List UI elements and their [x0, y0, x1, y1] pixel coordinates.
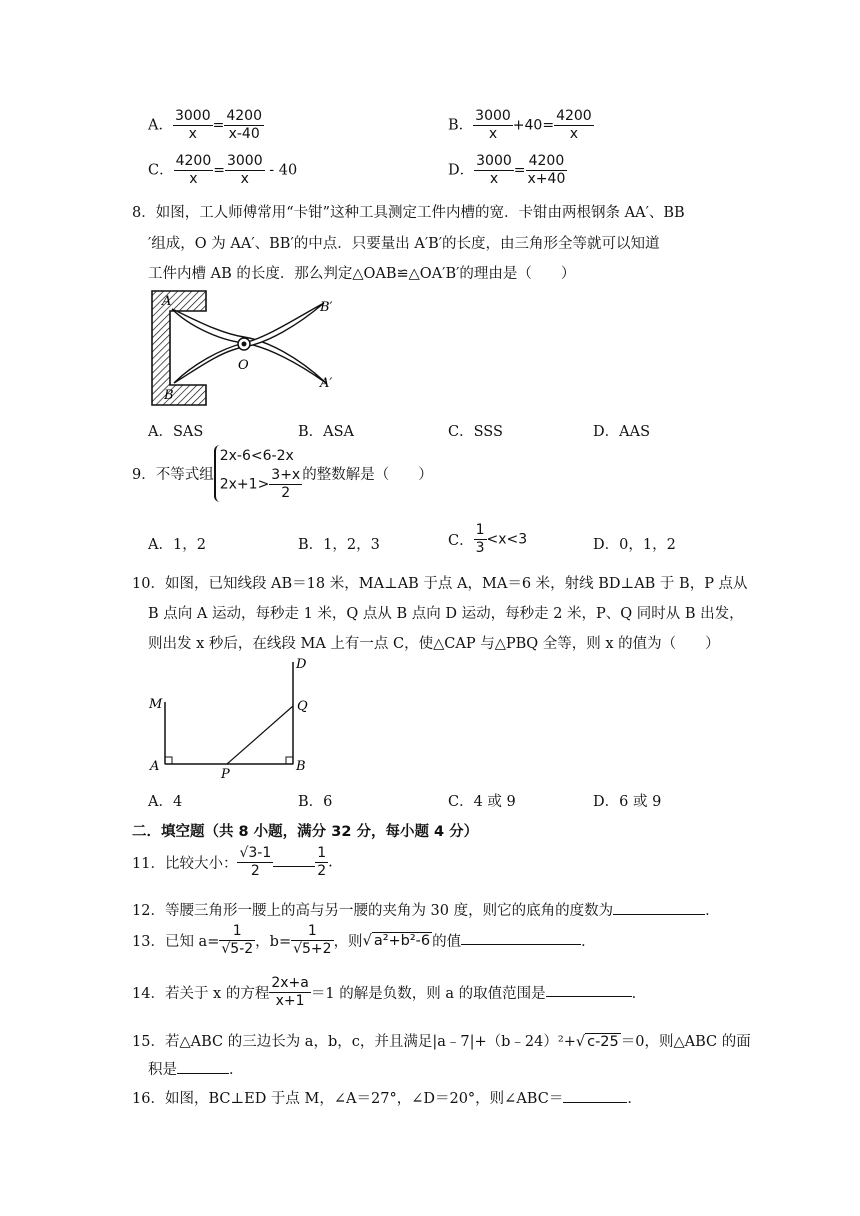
inequality-1: 2x-6<6-2x: [219, 448, 294, 464]
q8-option-b: B．ASA: [298, 424, 355, 440]
inequality-2-left: 2x+1>: [219, 476, 270, 493]
q13-prefix: 13．已知 a=: [132, 934, 220, 950]
segment-PQ: [227, 706, 293, 764]
numerator: 3000: [174, 108, 211, 124]
q8-line-2: ′组成，O 为 AA′、BB′的中点．只要量出 A′B′的长度，由三角形全等就可以知道: [148, 236, 660, 252]
label-A: A: [162, 294, 172, 309]
q16-question: [132, 1087, 642, 1108]
label-B-prime: B′: [320, 300, 333, 315]
numerator: 4200: [226, 108, 262, 124]
q13-then: ，则: [333, 934, 363, 950]
q9-option-a: A．1，2: [148, 537, 206, 553]
denominator: x-40: [228, 126, 260, 142]
period: ．: [705, 903, 720, 919]
denominator: x: [188, 126, 197, 142]
numerator: 3000: [226, 153, 263, 169]
q7-option-d: [448, 153, 567, 188]
numerator: 4200: [526, 153, 568, 171]
inequality-system: [214, 445, 303, 502]
denominator: x: [240, 171, 249, 187]
numerator: 1: [317, 845, 327, 861]
fraction: [237, 845, 273, 880]
fraction: [269, 467, 302, 502]
q9-option-d: D．0，1，2: [593, 537, 676, 553]
fraction: [174, 153, 214, 188]
option-label: B．: [448, 117, 474, 134]
q7-option-b: [448, 108, 594, 143]
period: ．: [627, 1091, 642, 1107]
label-A-prime: A′: [320, 376, 333, 391]
period: ．: [631, 986, 647, 1002]
fraction: [473, 108, 513, 143]
right-angle-B-icon: [286, 757, 293, 764]
minus-term: - 40: [269, 162, 298, 179]
q10-line-2: B 点向 A 运动，每秒走 1 米，Q 点从 B 点向 D 运动，每秒走 2 米，P、Q 同时从 B 出发，: [148, 606, 744, 622]
q10-option-a: A．4: [148, 794, 183, 810]
denominator: 2: [317, 863, 327, 879]
numerator: 1: [291, 923, 333, 941]
label-Q: Q: [297, 699, 308, 714]
denominator: x: [489, 171, 499, 187]
q9-question: [132, 445, 433, 502]
numerator: √3-1: [239, 845, 272, 861]
q8-option-c: C．SSS: [448, 424, 503, 440]
label-M: M: [149, 697, 163, 712]
fraction: [173, 108, 213, 143]
numerator: 3000: [475, 108, 511, 124]
fraction: [526, 153, 568, 188]
q14-question: [132, 975, 646, 1010]
q9-option-c: [448, 522, 527, 557]
q12-question: [132, 899, 720, 920]
square-root: √ a²+b²-6: [362, 932, 431, 949]
q8-option-a: A．SAS: [148, 424, 204, 440]
option-label: A．: [148, 117, 173, 134]
answer-blank[interactable]: [613, 900, 705, 915]
fraction: [225, 153, 265, 188]
option-label: C．: [148, 162, 174, 179]
period: .: [328, 854, 333, 871]
fraction: [474, 522, 487, 557]
option-label: D．: [448, 162, 475, 179]
q14-suffix: ＝1 的解是负数，则 a 的取值范围是: [310, 986, 546, 1002]
q7-option-c: [148, 153, 297, 188]
answer-blank[interactable]: [563, 1088, 627, 1103]
inequality-2: [220, 467, 303, 502]
numerator: 4200: [556, 108, 592, 124]
fraction: [474, 153, 514, 188]
label-B: B: [164, 388, 174, 403]
fraction-b: [291, 923, 333, 958]
numerator: 3+x: [271, 467, 301, 483]
label-D: D: [296, 657, 307, 672]
fraction: [315, 845, 328, 880]
segment-figure: [145, 652, 325, 782]
q15-text-c: 积是: [148, 1062, 177, 1078]
square-root: √ c-25: [575, 1034, 619, 1050]
period: ．: [581, 934, 596, 950]
numerator: 3000: [476, 153, 512, 169]
q12-text: 12．等腰三角形一腰上的高与另一腰的夹角为 30 度，则它的底角的度数为: [132, 903, 614, 919]
q14-prefix: 14．若关于 x 的方程: [132, 986, 270, 1002]
denominator: x+1: [275, 993, 305, 1009]
fraction: [224, 108, 264, 143]
q13-suffix: 的值: [432, 934, 462, 950]
equals: =: [212, 117, 225, 134]
q8-line-1: 8．如图，工人师傅常用“卡钳”这种工具测定工件内槽的宽．卡钳由两根钢条 AA′、BB: [132, 205, 685, 221]
q9-prefix: 9．不等式组: [132, 467, 214, 483]
numerator: 4200: [175, 153, 212, 169]
equals: =: [513, 162, 526, 179]
denominator: x: [488, 126, 498, 142]
denominator: 3: [475, 540, 485, 556]
answer-blank[interactable]: [461, 930, 581, 945]
denominator: x: [189, 171, 198, 187]
denominator: 2: [250, 863, 260, 879]
label-B: B: [296, 759, 306, 774]
workpiece-slot: [152, 291, 206, 405]
range-tail: <x<3: [486, 531, 528, 548]
option-label: C．: [448, 533, 474, 549]
radicand: c-25: [587, 1034, 619, 1050]
q10-line-3: 则出发 x 秒后，在线段 MA 上有一点 C，使△CAP 与△PBQ 全等，则 x 的值为（ ）: [148, 636, 720, 652]
radicand: a²+b²-6: [373, 932, 431, 949]
numerator: 1: [475, 522, 485, 538]
label-O: O: [238, 358, 249, 373]
q8-option-d: D．AAS: [593, 424, 651, 440]
label-P: P: [221, 767, 230, 782]
denominator: √5-2: [221, 941, 254, 957]
denominator: x: [569, 126, 579, 142]
denominator: √5+2: [293, 941, 332, 957]
q15-line-1: [132, 1030, 751, 1051]
q10-option-d: D．6 或 9: [593, 794, 662, 810]
q10-line-1: 10．如图，已知线段 AB＝18 米，MA⊥AB 于点 A，MA＝6 米，射线 BD⊥AB 于 B，P 点从: [132, 576, 748, 592]
section-title: 二．填空题（共 8 小题，满分 32 分，每小题 4 分）: [132, 824, 479, 840]
right-angle-A-icon: [165, 757, 172, 764]
q9-option-b: B．1，2，3: [298, 537, 380, 553]
numerator: 1: [219, 923, 255, 941]
q11-question: [132, 845, 333, 880]
answer-blank[interactable]: [177, 1059, 229, 1074]
label-A: A: [150, 759, 160, 774]
q9-suffix: 的整数解是（ ）: [302, 467, 433, 483]
q11-prefix: 11．比较大小：: [132, 856, 238, 872]
q8-line-3: 工件内槽 AB 的长度．那么判定△OAB≌△OA′B′的理由是（ ）: [148, 266, 576, 282]
q15-line-2: [148, 1058, 244, 1079]
denominator: 2: [281, 485, 291, 501]
equals: =: [213, 162, 225, 179]
period: ．: [229, 1062, 244, 1078]
plus-equals: +40=: [512, 117, 555, 134]
denominator: x+40: [527, 171, 566, 187]
fraction-a: [219, 923, 255, 958]
q15-text-b: ＝0，则△ABC 的面: [620, 1034, 751, 1050]
answer-blank[interactable]: [273, 852, 315, 867]
q13-mid: ，b=: [255, 934, 292, 950]
fraction: [269, 975, 311, 1010]
q10-option-b: B．6: [298, 794, 333, 810]
answer-blank[interactable]: [546, 982, 632, 997]
q13-question: [132, 923, 596, 958]
q15-text-a: 15．若△ABC 的三边长为 a，b，c，并且满足|a﹣7|+（b﹣24）²+: [132, 1034, 576, 1050]
fraction: [554, 108, 594, 143]
q16-text: 16．如图，BC⊥ED 于点 M，∠A＝27°，∠D＝20°，则∠ABC＝: [132, 1091, 564, 1107]
numerator: 2x+a: [271, 975, 309, 991]
caliper-figure: [148, 285, 348, 410]
q7-option-a: [148, 108, 264, 143]
q10-option-c: C．4 或 9: [448, 794, 516, 810]
